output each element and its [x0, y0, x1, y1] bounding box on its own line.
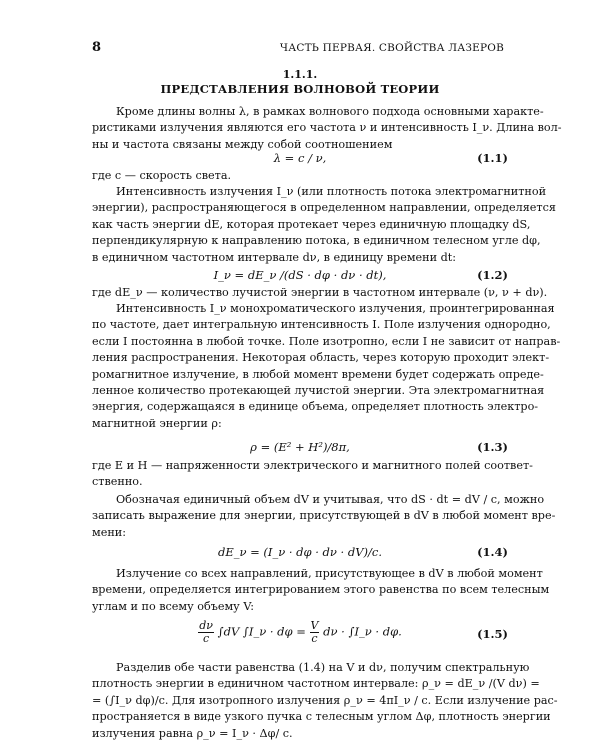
- equation-number: (1.1): [477, 151, 508, 165]
- text-line: плотность энергии в единичном частотном интервале: ρ_ν = dE_ν /(V dν) =: [92, 677, 540, 691]
- equation-1-3: [92, 440, 508, 458]
- text-line: = (∫I_ν dφ)/c. Для изотропного излучения ρ_ν = 4πI_ν / c. Если излучение рас-: [92, 693, 558, 707]
- text-line: по частоте, дает интегральную интенсивность I. Поле излучения однородно,: [92, 318, 551, 332]
- paragraph-where-dE: [92, 285, 548, 301]
- text-line: магнитной энергии ρ:: [92, 416, 222, 430]
- text-line: Кроме длины волны λ, в рамках волнового подхода основными характе-: [116, 105, 544, 118]
- paragraph-7: [92, 660, 558, 742]
- text-line: Интенсивность I_ν монохроматического излучения, проинтегрированная: [116, 302, 555, 315]
- paragraph-2: [92, 184, 556, 266]
- equation-1-5: [92, 620, 508, 650]
- text-line: ромагнитное излучение, в любой момент времени будет содержать опреде-: [92, 367, 544, 381]
- paragraph-5: [92, 492, 556, 541]
- equation-formula: $\frac{d\nu}{c}$ ∫dV ∫I_ν · dφ = $\frac{V}{c}$ dν · ∫I_ν · dφ.: [199, 619, 402, 645]
- equation-1-1: [92, 151, 508, 169]
- text-line: ны и частота связаны между собой соотношением: [92, 137, 393, 151]
- text-line: пространяется в виде узкого пучка с телесным углом Δφ, плотность энергии: [92, 710, 551, 724]
- paragraph-3: [92, 301, 561, 432]
- fraction-lhs: $\frac{d\nu}{c}$: [199, 619, 213, 645]
- equation-number: (1.3): [477, 440, 508, 454]
- equation-formula: I_ν = dE_ν /(dS · dφ · dν · dt),: [213, 268, 387, 282]
- text-line: излучения равна ρ_ν = I_ν · Δφ/ c.: [92, 726, 293, 740]
- section-title: ПРЕДСТАВЛЕНИЯ ВОЛНОВОЙ ТЕОРИИ: [160, 82, 440, 96]
- equation-1-2: [92, 268, 508, 286]
- text-line: Разделив обе части равенства (1.4) на V и dν, получим спектральную: [116, 661, 530, 674]
- fraction-rhs: $\frac{V}{c}$: [310, 619, 319, 645]
- text-line: если I постоянна в любой точке. Поле изотропно, если I не зависит от направ-: [92, 334, 561, 348]
- text-line: ленное количество протекающей лучистой энергии. Эта электромагнитная: [92, 384, 545, 398]
- equation-number: (1.5): [477, 627, 508, 641]
- text-line: ственно.: [92, 475, 143, 489]
- equation-formula: dE_ν = (I_ν · dφ · dν · dV)/c.: [217, 545, 382, 559]
- text-line: углам и по всему объему V:: [92, 599, 255, 613]
- text-line: Интенсивность излучения I_ν (или плотность потока электромагнитной: [116, 185, 547, 198]
- equation-1-4: [92, 545, 508, 563]
- page-number: 8: [92, 40, 102, 55]
- equation-number: (1.4): [477, 545, 508, 559]
- text-line: записать выражение для энергии, присутствующей в dV в любой момент вре-: [92, 509, 556, 523]
- text-line: мени:: [92, 525, 127, 539]
- paragraph-1: [92, 104, 562, 153]
- equation-formula: λ = c / ν,: [273, 151, 327, 165]
- equation-number: (1.2): [477, 268, 508, 282]
- paragraph-4: [92, 458, 533, 491]
- text-line: времени, определяется интегрированием этого равенства по всем телесным: [92, 583, 550, 597]
- section-number: 1.1.1.: [282, 68, 318, 81]
- running-header: ЧАСТЬ ПЕРВАЯ. СВОЙСТВА ЛАЗЕРОВ: [279, 42, 504, 54]
- text-line: Обозначая единичный объем dV и учитывая, что dS · dt = dV / c, можно: [116, 493, 545, 506]
- paragraph-where-c: [92, 168, 508, 184]
- text-line: Излучение со всех направлений, присутствующее в dV в любой момент: [116, 567, 543, 580]
- text-line: в единичном частотном интервале dν, в единицу времени dt:: [92, 250, 457, 264]
- text-line: где E и H — напряженности электрического и магнитного полей соответ-: [92, 459, 533, 472]
- text-line: ления распространения. Некоторая область, через которую проходит элект-: [92, 351, 550, 365]
- equation-formula: ρ = (E² + H²)/8π,: [250, 440, 350, 454]
- text-line: где c — скорость света.: [92, 169, 232, 182]
- text-line: перпендикулярную к направлению потока, в единичном телесном угле dφ,: [92, 234, 541, 248]
- text-line: как часть энергии dE, которая протекает через единичную площадку dS,: [92, 217, 531, 231]
- text-line: ристиками излучения являются его частота ν и интенсивность I_ν. Длина вол-: [92, 121, 562, 135]
- text-line: энергии), распространяющегося в определенном направлении, определяется: [92, 201, 556, 215]
- paragraph-6: [92, 566, 550, 615]
- text-line: энергия, содержащаяся в единице объема, определяет плотность электро-: [92, 400, 539, 414]
- text-line: где dE_ν — количество лучистой энергии в частотном интервале (ν, ν + dν).: [92, 286, 548, 299]
